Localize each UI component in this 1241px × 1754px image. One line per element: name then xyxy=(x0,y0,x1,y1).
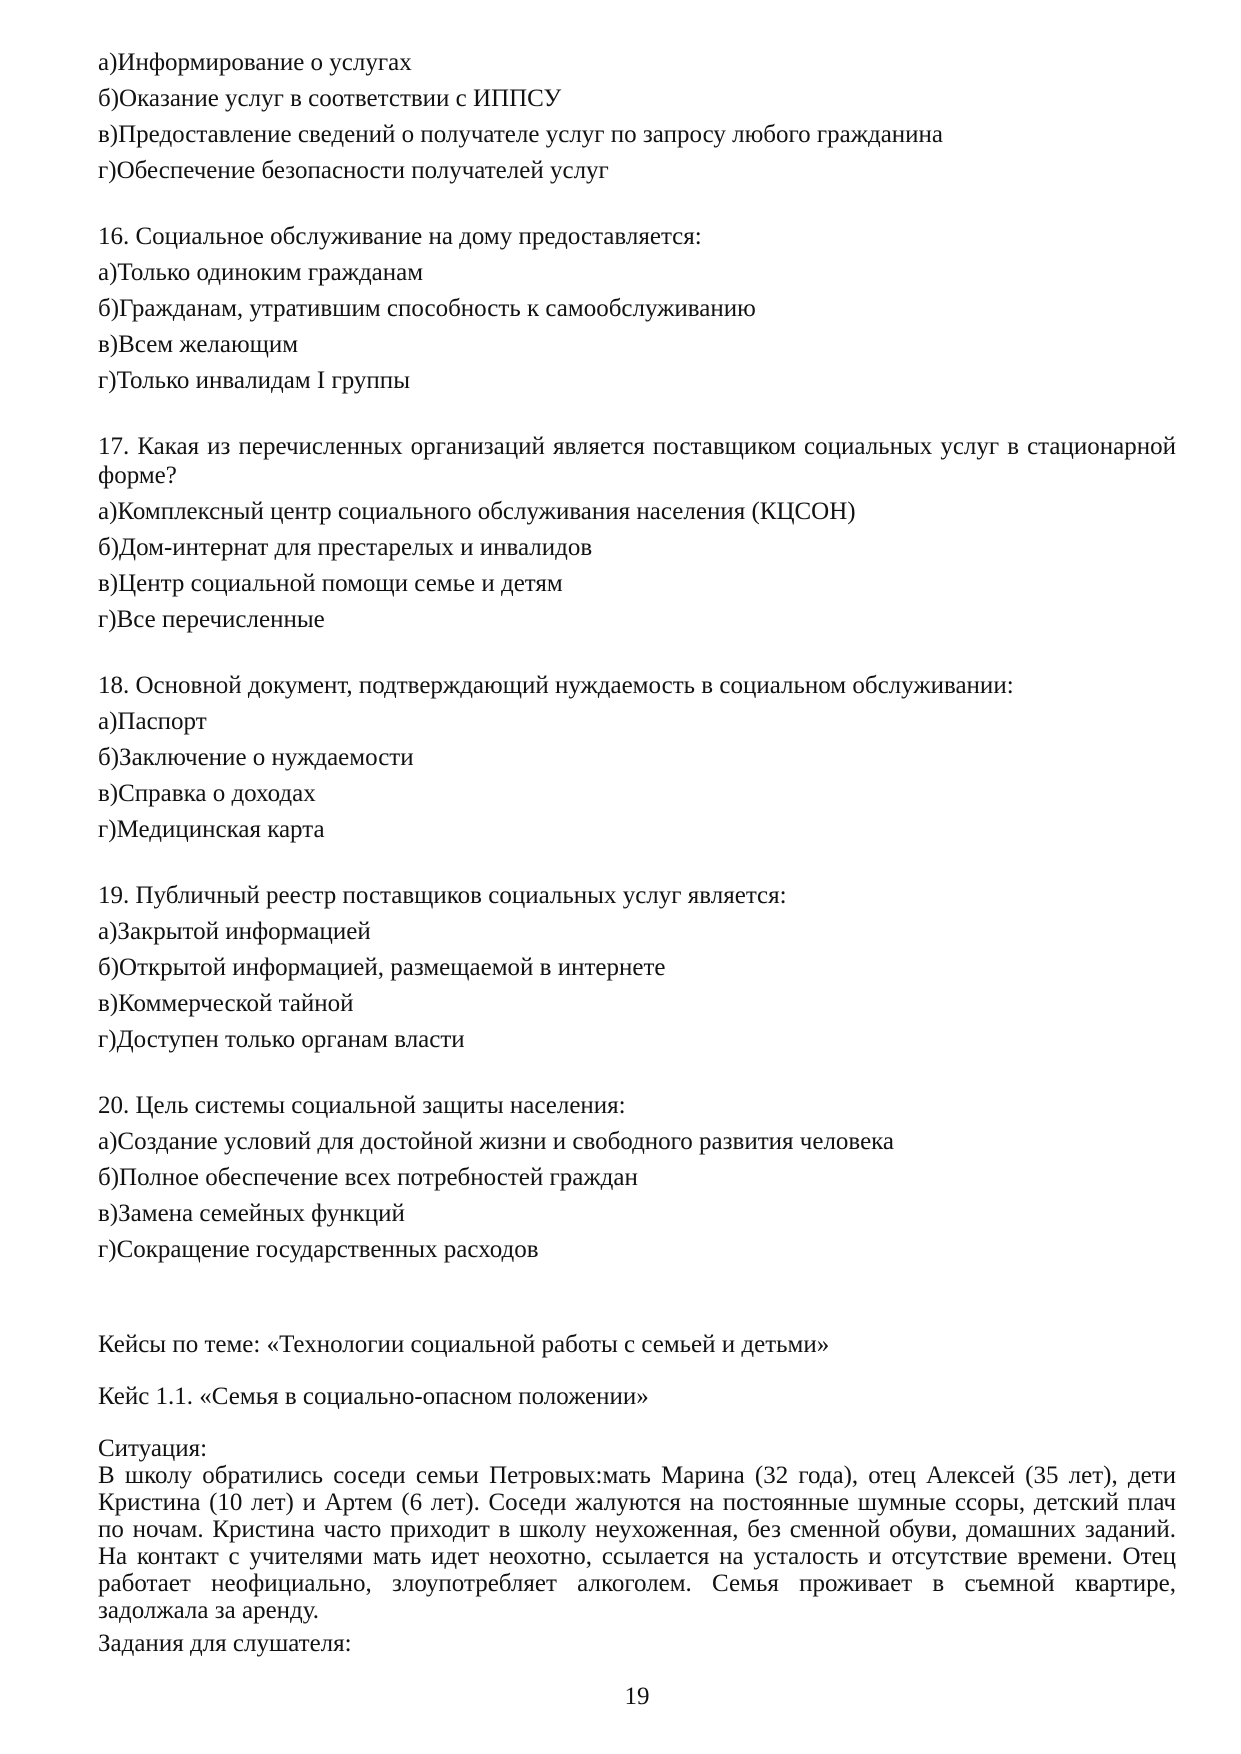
tasks-label: Задания для слушателя: xyxy=(98,1630,352,1657)
question-title: 20. Цель системы социальной защиты населения: xyxy=(98,1092,626,1119)
section-gap xyxy=(98,851,1176,881)
answer-option: в)Предоставление сведений о получателе услуг по запросу любого гражданина xyxy=(98,121,944,148)
question-title-continued: форме? xyxy=(98,462,177,489)
footer-gap xyxy=(98,1657,1176,1683)
answer-option: б)Заключение о нуждаемости xyxy=(98,744,414,771)
section-gap xyxy=(98,1271,1176,1331)
section-gap xyxy=(98,1061,1176,1091)
answer-option: б)Открытой информацией, размещаемой в интернете xyxy=(98,954,666,981)
answer-option: г)Доступен только органам власти xyxy=(98,1026,465,1053)
answer-option: а)Создание условий для достойной жизни и свободного развития человека xyxy=(98,1128,895,1155)
answer-option: б)Гражданам, утратившим способность к самообслуживанию xyxy=(98,295,756,322)
answer-option: а)Паспорт xyxy=(98,708,207,735)
question-title: 19. Публичный реестр поставщиков социальных услуг является: xyxy=(98,882,787,909)
answer-option: г)Все перечисленные xyxy=(98,606,325,633)
answer-option: г)Медицинская карта xyxy=(98,816,325,843)
answer-option: г)Только инвалидам I группы xyxy=(98,367,410,394)
situation-line: На контакт с учителями мать идет неохотно, ссылается на усталость и отсутствие времени. Отец xyxy=(98,1543,1176,1570)
answer-option: б)Дом-интернат для престарелых и инвалидов xyxy=(98,534,593,561)
situation-line: по ночам. Кристина часто приходит в школу неухоженная, без сменной обуви, домашних заданий. xyxy=(98,1516,1176,1543)
answer-option: в)Замена семейных функций xyxy=(98,1200,405,1227)
situation-label: Ситуация: xyxy=(98,1435,208,1462)
section-gap xyxy=(98,402,1176,432)
situation-line: работает неофициально, злоупотребляет алкоголем. Семья проживает в съемной квартире, xyxy=(98,1570,1176,1597)
situation-line: В школу обратились соседи семьи Петровых:мать Марина (32 года), отец Алексей (35 лет), дети xyxy=(98,1462,1176,1489)
question-title: 16. Социальное обслуживание на дому предоставляется: xyxy=(98,223,702,250)
answer-option: в)Справка о доходах xyxy=(98,780,316,807)
section-gap xyxy=(98,192,1176,222)
case-title: Кейс 1.1. «Семья в социально-опасном положении» xyxy=(98,1383,649,1410)
situation-line: задолжала за аренду. xyxy=(98,1597,320,1624)
answer-option: а)Закрытой информацией xyxy=(98,918,371,945)
document-content xyxy=(98,48,1176,1710)
section-gap xyxy=(98,641,1176,671)
answer-option: б)Полное обеспечение всех потребностей граждан xyxy=(98,1164,638,1191)
page-number: 19 xyxy=(624,1683,650,1710)
question-title: 17. Какая из перечисленных организаций является поставщиком социальных услуг в стационарной xyxy=(98,433,1176,460)
situation-line: Кристина (10 лет) и Артем (6 лет). Соседи жалуются на постоянные шумные ссоры, детский плач xyxy=(98,1489,1176,1516)
question-title: 18. Основной документ, подтверждающий нуждаемость в социальном обслуживании: xyxy=(98,672,1014,699)
answer-option: г)Сокращение государственных расходов xyxy=(98,1236,539,1263)
answer-option: б)Оказание услуг в соответствии с ИППСУ xyxy=(98,85,562,112)
answer-option: в)Всем желающим xyxy=(98,331,299,358)
answer-option: в)Центр социальной помощи семье и детям xyxy=(98,570,563,597)
line-gap xyxy=(98,1358,1176,1383)
cases-section-title: Кейсы по теме: «Технологии социальной работы с семьей и детьми» xyxy=(98,1331,830,1358)
answer-option: а)Информирование о услугах xyxy=(98,49,412,76)
answer-option: в)Коммерческой тайной xyxy=(98,990,354,1017)
line-gap xyxy=(98,1410,1176,1435)
answer-option: г)Обеспечение безопасности получателей услуг xyxy=(98,157,609,184)
answer-option: а)Комплексный центр социального обслуживания населения (КЦСОН) xyxy=(98,498,856,525)
answer-option: а)Только одиноким гражданам xyxy=(98,259,424,286)
